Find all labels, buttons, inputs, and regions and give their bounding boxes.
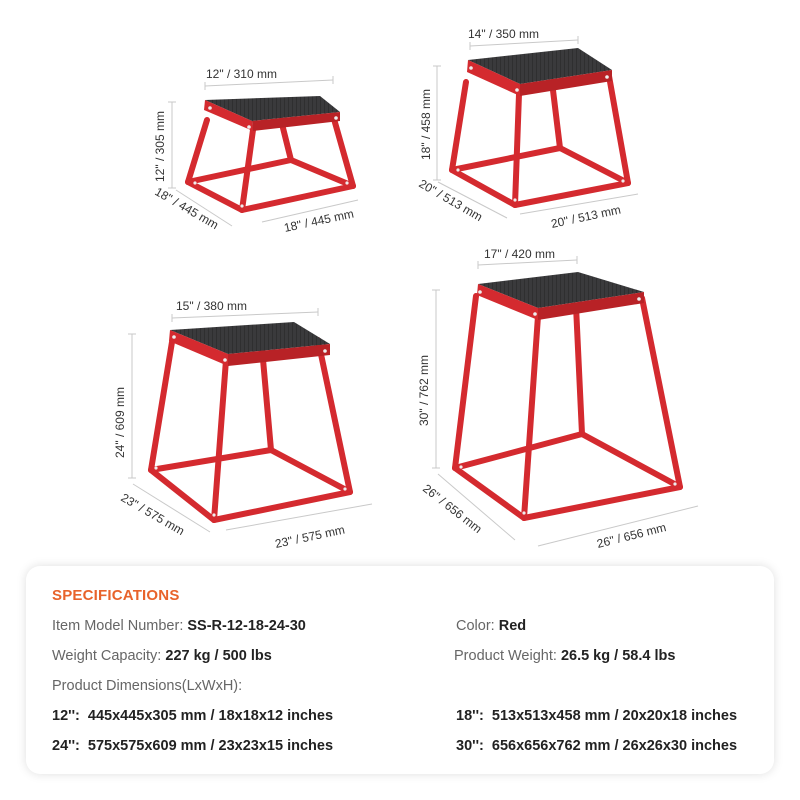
size-label: 18'': — [456, 708, 484, 724]
box-12in-width-dimension: 18" / 445 mm — [282, 206, 356, 235]
product-weight-label: Product Weight: — [454, 648, 557, 664]
color-value: Red — [498, 618, 527, 634]
box-24in-depth-dimension: 23" / 575 mm — [118, 490, 187, 539]
model-number-row — [52, 618, 306, 634]
size-label: 30'': — [456, 738, 484, 754]
product-weight-row — [454, 648, 675, 664]
box-30in-depth-dimension: 26" / 656 mm — [420, 481, 485, 537]
specifications-panel — [26, 566, 774, 774]
box-24in-height-dimension: 24" / 609 mm — [113, 387, 127, 458]
size-value: 656x656x762 mm / 26x26x30 inches — [491, 738, 738, 754]
weight-capacity-value: 227 kg / 500 lbs — [165, 648, 272, 664]
color-row — [456, 618, 526, 634]
box-30in — [417, 247, 698, 551]
weight-capacity-row — [52, 648, 272, 664]
box-18in — [417, 27, 639, 231]
box-24in-width-dimension: 23" / 575 mm — [273, 522, 347, 551]
box-18in-depth-dimension: 20" / 513 mm — [416, 176, 485, 225]
weight-capacity-label: Weight Capacity: — [52, 648, 162, 664]
box-12in-height-dimension: 12" / 305 mm — [153, 111, 167, 182]
box-30in-height-dimension: 30" / 762 mm — [417, 355, 431, 426]
size-row-18in — [456, 708, 737, 724]
size-value: 575x575x609 mm / 23x23x15 inches — [87, 738, 334, 754]
size-label: 12'': — [52, 708, 80, 724]
specifications-heading: SPECIFICATIONS — [52, 587, 180, 604]
box-24in — [113, 299, 372, 551]
box-12in-top-dimension: 12" / 310 mm — [206, 67, 277, 81]
box-24in-top-dimension: 15" / 380 mm — [176, 299, 247, 313]
size-value: 513x513x458 mm / 20x20x18 inches — [491, 708, 738, 724]
size-value: 445x445x305 mm / 18x18x12 inches — [87, 708, 334, 724]
box-18in-height-dimension: 18" / 458 mm — [419, 89, 433, 160]
size-label: 24'': — [52, 738, 80, 754]
product-dimensions-label: Product Dimensions(LxWxH): — [52, 678, 243, 694]
product-weight-value: 26.5 kg / 58.4 lbs — [560, 648, 676, 664]
box-12in — [153, 67, 359, 235]
size-row-12in — [52, 708, 333, 724]
box-18in-width-dimension: 20" / 513 mm — [549, 202, 623, 231]
size-row-30in — [456, 738, 737, 754]
model-number-value: SS-R-12-18-24-30 — [187, 618, 306, 634]
color-label: Color: — [456, 618, 495, 634]
model-number-label: Item Model Number: — [52, 618, 184, 634]
box-30in-top-dimension: 17" / 420 mm — [484, 247, 555, 261]
box-18in-top-dimension: 14" / 350 mm — [468, 27, 539, 41]
box-30in-width-dimension: 26" / 656 mm — [595, 520, 668, 551]
size-row-24in — [52, 738, 333, 754]
box-12in-depth-dimension: 18" / 445 mm — [152, 184, 221, 233]
